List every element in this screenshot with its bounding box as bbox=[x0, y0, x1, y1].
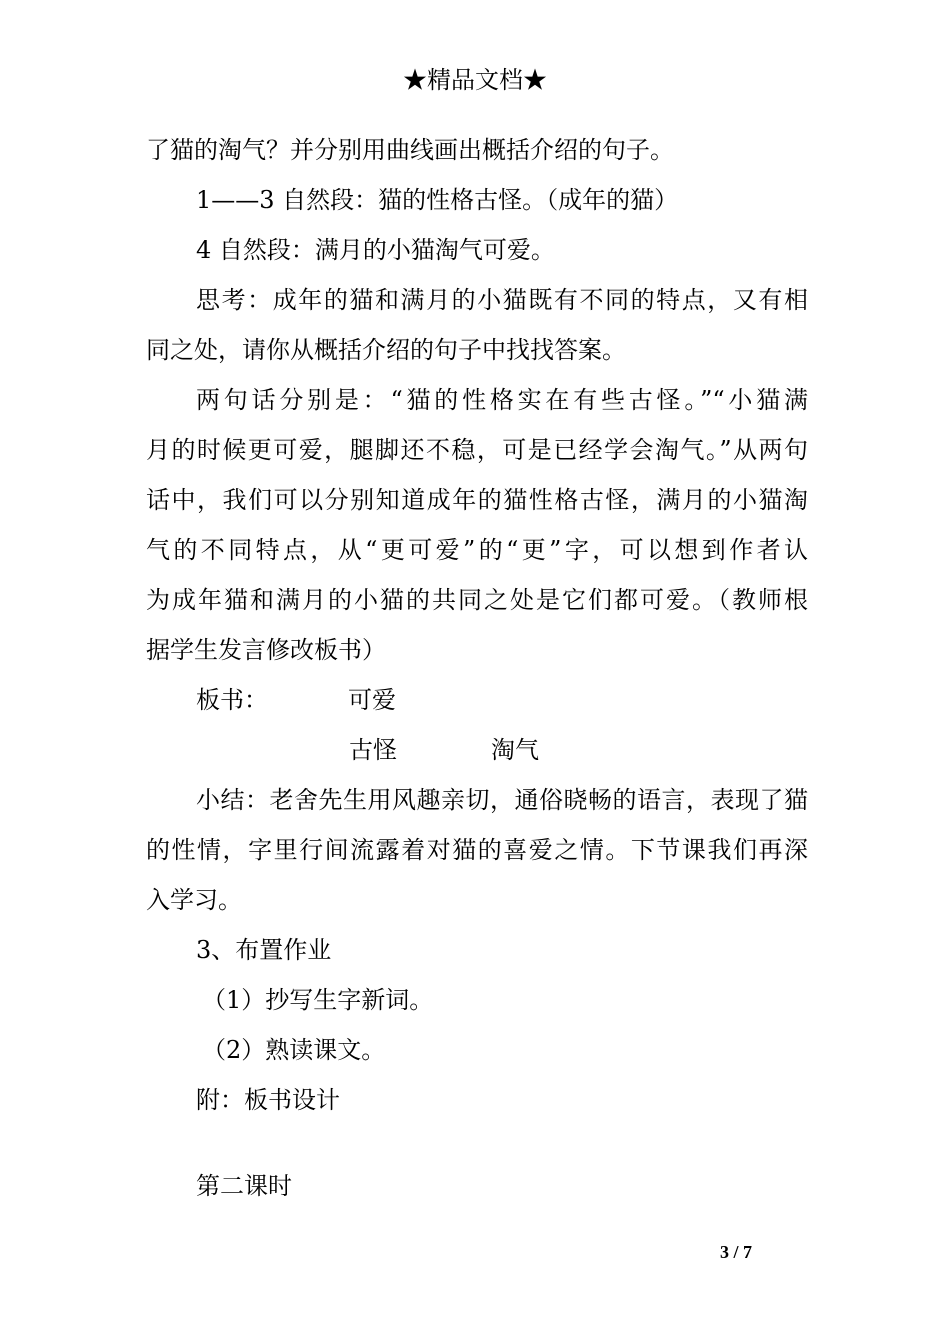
paragraph-line: 的性情，字里行间流露着对猫的喜爱之情。下节课我们再深 bbox=[146, 836, 808, 864]
blackboard-row-bottom bbox=[146, 725, 808, 775]
section-heading: 第二课时 bbox=[196, 1172, 292, 1200]
blackboard-row-top bbox=[146, 675, 808, 725]
paragraph-line: 话中，我们可以分别知道成年的猫性格古怪，满月的小猫淘 bbox=[146, 486, 808, 514]
blackboard-label: 板书： bbox=[196, 686, 268, 714]
list-item: （2）熟读课文。 bbox=[202, 1036, 386, 1064]
section-heading: 3、布置作业 bbox=[196, 936, 332, 964]
paragraph-line: 月的时候更可爱，腿脚还不稳，可是已经学会淘气。”从两句 bbox=[146, 436, 808, 464]
document-body bbox=[146, 125, 808, 1211]
list-item: （1）抄写生字新词。 bbox=[202, 986, 434, 1014]
blackboard-keyword: 古怪 bbox=[349, 736, 397, 764]
paragraph-line: 1——3 自然段：猫的性格古怪。（成年的猫） bbox=[196, 186, 679, 214]
blackboard-keyword: 淘气 bbox=[491, 736, 539, 764]
paragraph-line: 了猫的淘气？并分别用曲线画出概括介绍的句子。 bbox=[146, 136, 674, 164]
paragraph-line: 为成年猫和满月的小猫的共同之处是它们都可爱。（教师根 bbox=[146, 586, 808, 614]
paragraph-line: 两句话分别是：“猫的性格实在有些古怪。”“小猫满 bbox=[196, 386, 808, 414]
paragraph-line: 同之处，请你从概括介绍的句子中找找答案。 bbox=[146, 336, 626, 364]
page-header: ★精品文档★ bbox=[403, 66, 547, 94]
blackboard-keyword: 可爱 bbox=[348, 686, 396, 714]
page-number: 3 / 7 bbox=[720, 1242, 753, 1262]
paragraph-line: 小结：老舍先生用风趣亲切，通俗晓畅的语言，表现了猫 bbox=[196, 786, 808, 814]
paragraph-line: 据学生发言修改板书） bbox=[146, 636, 386, 664]
paragraph-line: 入学习。 bbox=[146, 886, 242, 914]
paragraph-line: 思考：成年的猫和满月的小猫既有不同的特点，又有相 bbox=[196, 286, 808, 314]
paragraph-line: 附：板书设计 bbox=[196, 1086, 340, 1114]
paragraph-line: 气的不同特点，从“更可爱”的“更”字，可以想到作者认 bbox=[146, 536, 808, 564]
paragraph-line: 4 自然段：满月的小猫淘气可爱。 bbox=[196, 236, 555, 264]
